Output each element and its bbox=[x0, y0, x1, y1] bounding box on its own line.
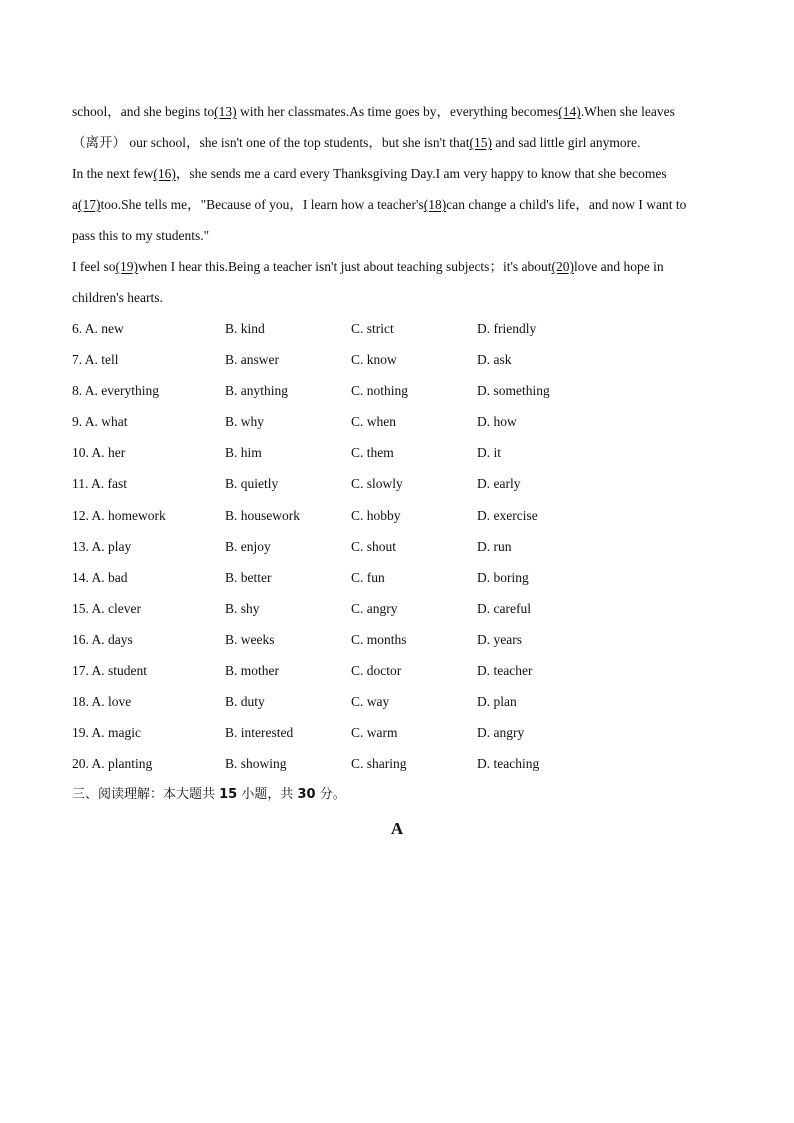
option-d: D. teacher bbox=[477, 663, 533, 679]
option-c: C. sharing bbox=[351, 756, 407, 772]
option-a: 16. A. days bbox=[72, 631, 133, 647]
option-c: C. fun bbox=[351, 569, 385, 585]
section-text: 小题，共 bbox=[237, 787, 298, 803]
option-b: B. interested bbox=[225, 725, 294, 741]
option-a: 14. A. bad bbox=[72, 569, 128, 585]
section-text: 分。 bbox=[315, 787, 346, 803]
option-b: B. housework bbox=[225, 507, 300, 523]
option-a: 19. A. magic bbox=[72, 725, 141, 741]
passage-line bbox=[72, 225, 722, 256]
option-c: C. doctor bbox=[351, 663, 402, 679]
blank-15: (15) bbox=[469, 135, 492, 150]
question-row bbox=[72, 598, 722, 629]
passage-text: I feel so bbox=[72, 259, 116, 274]
option-a: 11. A. fast bbox=[72, 476, 127, 492]
passage-line bbox=[72, 287, 722, 318]
passage-line bbox=[72, 101, 722, 132]
option-a: 9. A. what bbox=[72, 414, 128, 430]
option-a: 13. A. play bbox=[72, 538, 132, 554]
option-d: D. friendly bbox=[477, 321, 537, 336]
option-c: C. nothing bbox=[351, 383, 409, 399]
option-c: C. hobby bbox=[351, 507, 401, 523]
passage-line bbox=[72, 163, 722, 194]
option-c: C. know bbox=[351, 352, 397, 368]
option-b: B. why bbox=[225, 414, 265, 430]
option-d: D. something bbox=[477, 383, 550, 399]
passage-text: when I hear this.Being a teacher isn't just about teaching subjects；it's about bbox=[137, 259, 552, 274]
question-row bbox=[72, 660, 722, 691]
option-b: B. him bbox=[225, 445, 262, 461]
blank-19: (19) bbox=[115, 259, 138, 274]
option-c: C. slowly bbox=[351, 476, 403, 492]
passage-text: In the next few bbox=[72, 166, 154, 181]
option-a: 8. A. everything bbox=[72, 383, 159, 399]
passage-text: children's hearts. bbox=[72, 290, 163, 305]
option-a: 6. A. new bbox=[72, 321, 124, 336]
option-a: 20. A. planting bbox=[72, 756, 153, 772]
passage-text: school，and she begins to bbox=[72, 104, 215, 119]
question-row bbox=[72, 536, 722, 567]
question-row bbox=[72, 473, 722, 504]
question-list bbox=[72, 318, 722, 784]
question-row bbox=[72, 318, 722, 349]
option-d: D. exercise bbox=[477, 507, 538, 523]
passage-text: and sad little girl anymore. bbox=[491, 135, 641, 150]
blank-16: (16) bbox=[153, 166, 176, 181]
passage-text: pass this to my students." bbox=[72, 228, 210, 243]
option-c: C. warm bbox=[351, 725, 398, 741]
blank-17: (17) bbox=[78, 197, 101, 212]
option-a: 18. A. love bbox=[72, 694, 132, 710]
question-row bbox=[72, 349, 722, 380]
passage-text: with her classmates.As time goes by，everything becomes bbox=[236, 104, 559, 119]
option-d: D. early bbox=[477, 476, 521, 492]
blank-18: (18) bbox=[423, 197, 447, 212]
option-d: D. years bbox=[477, 631, 522, 647]
option-b: B. anything bbox=[225, 383, 288, 399]
option-d: D. plan bbox=[477, 694, 517, 710]
option-b: B. kind bbox=[225, 321, 265, 336]
passage-text: love and hope in bbox=[574, 259, 664, 274]
passage-line bbox=[72, 256, 722, 287]
option-c: C. shout bbox=[351, 538, 397, 554]
passage-text: a bbox=[72, 197, 78, 212]
question-row bbox=[72, 691, 722, 722]
option-d: D. careful bbox=[477, 600, 531, 616]
option-a: 17. A. student bbox=[72, 663, 148, 679]
option-d: D. ask bbox=[477, 352, 512, 368]
question-row bbox=[72, 442, 722, 473]
option-d: D. how bbox=[477, 414, 517, 430]
question-row bbox=[72, 567, 722, 598]
question-count: 15 bbox=[219, 787, 238, 803]
passage-text: .When she leaves bbox=[580, 104, 675, 119]
passage-line bbox=[72, 194, 722, 225]
question-row bbox=[72, 380, 722, 411]
question-row bbox=[72, 411, 722, 442]
option-b: B. shy bbox=[225, 600, 260, 616]
blank-20: (20) bbox=[551, 259, 574, 274]
passage-text: can change a child's life，and now I want to bbox=[446, 197, 687, 212]
option-c: C. months bbox=[351, 631, 407, 647]
question-row bbox=[72, 753, 722, 784]
option-d: D. run bbox=[477, 538, 512, 554]
blank-14: (14) bbox=[558, 104, 581, 119]
option-d: D. it bbox=[477, 445, 502, 461]
option-c: C. angry bbox=[351, 600, 398, 616]
option-b: B. duty bbox=[225, 694, 265, 710]
section-heading bbox=[72, 784, 722, 815]
option-c: C. strict bbox=[351, 321, 394, 336]
passage-text: （离开） our school，she isn't one of the top students，but she isn't that bbox=[72, 135, 470, 150]
option-b: B. answer bbox=[225, 352, 279, 368]
part-title: A bbox=[390, 819, 404, 839]
option-a: 12. A. homework bbox=[72, 507, 166, 523]
option-c: C. way bbox=[351, 694, 390, 710]
option-b: B. better bbox=[225, 569, 272, 585]
passage-text: ，she sends me a card every Thanksgiving Day.I am very happy to know that she becomes bbox=[175, 166, 667, 181]
question-row bbox=[72, 629, 722, 660]
option-b: B. showing bbox=[225, 756, 287, 772]
option-b: B. weeks bbox=[225, 631, 275, 647]
passage-text: too.She tells me，"Because of you，I learn how a teacher's bbox=[100, 197, 424, 212]
option-d: D. boring bbox=[477, 569, 529, 585]
option-d: D. teaching bbox=[477, 756, 540, 772]
option-c: C. when bbox=[351, 414, 396, 430]
option-b: B. mother bbox=[225, 663, 279, 679]
option-d: D. angry bbox=[477, 725, 525, 741]
option-c: C. them bbox=[351, 445, 394, 461]
question-row bbox=[72, 722, 722, 753]
option-a: 15. A. clever bbox=[72, 600, 141, 616]
document-page bbox=[72, 101, 722, 839]
blank-13: (13) bbox=[214, 104, 237, 119]
total-score: 30 bbox=[297, 787, 316, 803]
option-b: B. enjoy bbox=[225, 538, 271, 554]
option-a: 7. A. tell bbox=[72, 352, 119, 368]
option-a: 10. A. her bbox=[72, 445, 126, 461]
question-row bbox=[72, 505, 722, 536]
passage-line bbox=[72, 132, 722, 163]
section-text: 三、阅读理解：本大题共 bbox=[72, 787, 220, 803]
option-b: B. quietly bbox=[225, 476, 279, 492]
